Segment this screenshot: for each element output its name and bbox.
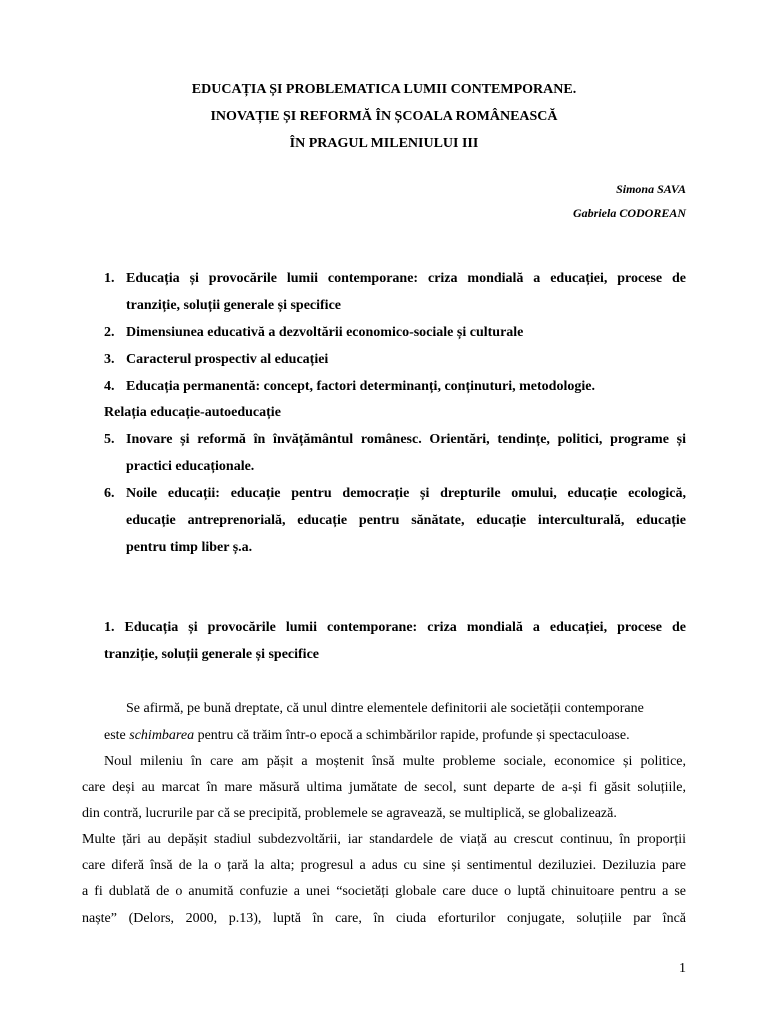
author-2: Gabriela CODOREAN (572, 206, 686, 220)
toc-item-5 (104, 432, 686, 448)
toc-number: 1. (104, 271, 115, 286)
paragraph-line: a fi dublată de o anumită confuzie a unei “societăți globale care duce o luptă chinuitoare pentru a se (82, 884, 686, 899)
paragraph-line: care diferă însă de la o țară la alta; progresul a adus cu sine și sentimentul deziluziei. Deziluzia pare (82, 858, 686, 873)
toc-item-6-continued-2: pentru timp liber ș.a. (126, 540, 253, 555)
paragraph-line (104, 728, 686, 744)
toc-number: 6. (104, 486, 115, 501)
text-span: este (104, 728, 130, 743)
toc-item-2 (104, 325, 686, 341)
toc-text: Educația și provocările lumii contemporane: criza mondială a educației, procese de (126, 271, 686, 286)
paragraph-line: Multe țări au depășit stadiul subdezvoltării, iar standardele de viață au crescut continuu, în proporții (82, 832, 686, 847)
toc-number: 5. (104, 432, 115, 447)
emphasis-text: schimbarea (129, 728, 195, 743)
toc-item-6 (104, 486, 686, 502)
author-1: Simona SAVA (616, 182, 686, 196)
section-heading: 1. Educația și provocările lumii contemporane: criza mondială a educației, procese de (104, 620, 686, 635)
paragraph-line: care deși au marcat în mare măsură ultima jumătate de secol, sunt departe de a-și fi găsit soluțiile, (82, 780, 686, 795)
toc-item-1 (104, 271, 686, 287)
toc-text: Educația permanentă: concept, factori determinanți, conținuturi, metodologie. (126, 379, 595, 394)
paragraph-line: naște” (Delors, 2000, p.13), luptă în care, în ciuda eforturilor conjugate, soluțiile par încă (82, 911, 686, 926)
toc-item-4-continued: Relația educație-autoeducație (104, 405, 281, 420)
toc-text: Inovare și reformă în învățământul românesc. Orientări, tendințe, politici, programe și (126, 432, 686, 447)
toc-number: 2. (104, 325, 115, 340)
paragraph-line: Noul mileniu în care am pășit a moștenit însă multe probleme sociale, economice și politice, (104, 754, 686, 769)
paragraph-line: Se afirmă, pe bună dreptate, că unul dintre elementele definitorii ale societății contemporane (126, 701, 644, 716)
toc-item-4 (104, 379, 686, 395)
text-span: pentru că trăim într-o epocă a schimbărilor rapide, profunde și spectaculoase. (194, 728, 630, 743)
toc-item-3 (104, 352, 686, 368)
toc-item-5-continued: practici educaționale. (126, 459, 255, 474)
page-number: 1 (679, 961, 686, 976)
toc-item-6-continued: educație antreprenorială, educație pentru sănătate, educație interculturală, educație (126, 513, 686, 528)
toc-text: Noile educații: educație pentru democrație și drepturile omului, educație ecologică, (126, 486, 686, 501)
title-line-1: EDUCAȚIA ȘI PROBLEMATICA LUMII CONTEMPORANE. (191, 82, 577, 97)
title-line-3: ÎN PRAGUL MILENIULUI III (289, 136, 479, 151)
toc-item-1-continued: tranziție, soluții generale și specifice (126, 298, 341, 313)
toc-number: 4. (104, 379, 115, 394)
toc-number: 3. (104, 352, 115, 367)
title-line-2: INOVAȚIE ȘI REFORMĂ ÎN ȘCOALA ROMÂNEASCĂ (210, 109, 558, 124)
section-heading-continued: tranziție, soluții generale și specifice (104, 647, 319, 662)
toc-text: Dimensiunea educativă a dezvoltării economico-sociale și culturale (126, 325, 524, 340)
toc-text: Caracterul prospectiv al educației (126, 352, 329, 367)
paragraph-line: din contră, lucrurile par că se precipită, problemele se agravează, se multiplică, se globalizează. (82, 806, 617, 821)
